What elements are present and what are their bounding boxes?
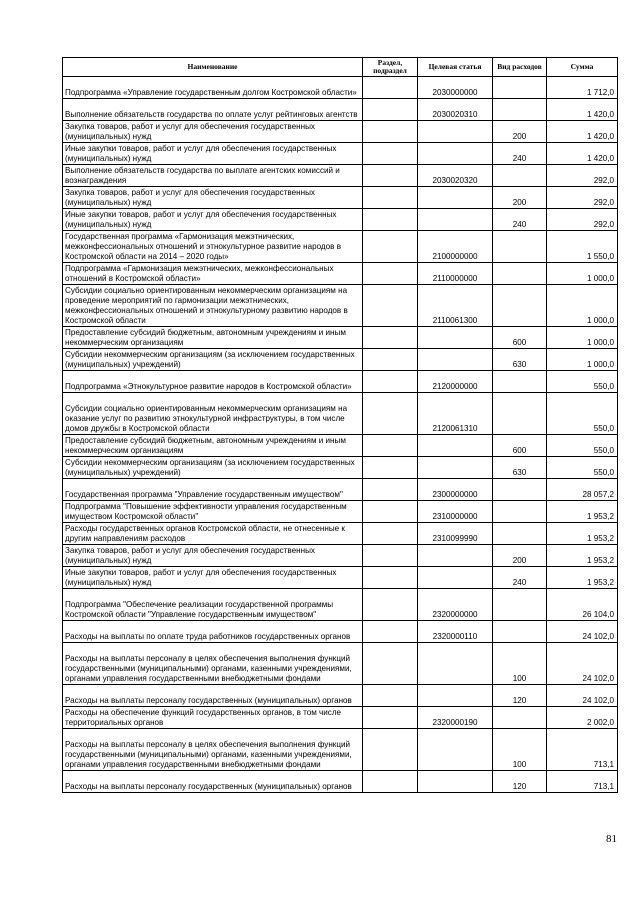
row-target bbox=[418, 121, 493, 143]
row-type bbox=[493, 523, 547, 545]
row-target: 2110061300 bbox=[418, 285, 493, 327]
table-row bbox=[63, 643, 618, 685]
row-name: Расходы на обеспечение функций государственных органов, в том числе территориальных органов bbox=[63, 707, 363, 729]
row-sum: 1 000,0 bbox=[547, 349, 618, 371]
row-section bbox=[363, 621, 418, 643]
row-name: Подпрограмма "Обеспечение реализации государственной программы Костромской области "Управление государственным имуществом" bbox=[63, 589, 363, 621]
row-name: Выполнение обязательств государства по оплате услуг рейтинговых агентств bbox=[63, 99, 363, 121]
table-body bbox=[63, 77, 618, 793]
header-section: Раздел, подраздел bbox=[363, 58, 418, 77]
row-section bbox=[363, 479, 418, 501]
row-target: 2310000000 bbox=[418, 501, 493, 523]
table-row bbox=[63, 393, 618, 435]
table-row bbox=[63, 589, 618, 621]
table-row bbox=[63, 501, 618, 523]
row-target: 2030020320 bbox=[418, 165, 493, 187]
row-target: 2110000000 bbox=[418, 263, 493, 285]
row-section bbox=[363, 165, 418, 187]
table-row bbox=[63, 685, 618, 707]
table-row bbox=[63, 771, 618, 793]
row-sum: 550,0 bbox=[547, 435, 618, 457]
row-section bbox=[363, 231, 418, 263]
row-target bbox=[418, 685, 493, 707]
table-row bbox=[63, 457, 618, 479]
row-type: 240 bbox=[493, 143, 547, 165]
table-row bbox=[63, 165, 618, 187]
row-sum: 1 000,0 bbox=[547, 263, 618, 285]
row-sum: 713,1 bbox=[547, 771, 618, 793]
table-row bbox=[63, 621, 618, 643]
row-type bbox=[493, 479, 547, 501]
row-type: 200 bbox=[493, 187, 547, 209]
row-section bbox=[363, 77, 418, 99]
table-row bbox=[63, 121, 618, 143]
row-section bbox=[363, 729, 418, 771]
row-type bbox=[493, 589, 547, 621]
row-name: Субсидии некоммерческим организациям (за исключением государственных (муниципальных) учреждений) bbox=[63, 457, 363, 479]
row-target bbox=[418, 457, 493, 479]
row-target bbox=[418, 143, 493, 165]
row-type: 600 bbox=[493, 435, 547, 457]
row-name: Расходы на выплаты персоналу государственных (муниципальных) органов bbox=[63, 685, 363, 707]
row-target: 2120061310 bbox=[418, 393, 493, 435]
row-name: Расходы на выплаты персоналу в целях обеспечения выполнения функций государственными (муниципальными) органами, казенными учреждениями, органами управления государственными внебюджетными фондами bbox=[63, 643, 363, 685]
row-type: 630 bbox=[493, 349, 547, 371]
row-name: Расходы на выплаты персоналу в целях обеспечения выполнения функций государственными (муниципальными) органами, казенными учреждениями, органами управления государственными внебюджетными фондами bbox=[63, 729, 363, 771]
table-row bbox=[63, 327, 618, 349]
row-type: 200 bbox=[493, 121, 547, 143]
row-name: Расходы государственных органов Костромской области, не отнесенные к другим направлениям расходов bbox=[63, 523, 363, 545]
row-name: Субсидии некоммерческим организациям (за исключением государственных (муниципальных) учреждений) bbox=[63, 349, 363, 371]
row-type bbox=[493, 263, 547, 285]
row-sum: 1 000,0 bbox=[547, 327, 618, 349]
row-section bbox=[363, 121, 418, 143]
row-target bbox=[418, 435, 493, 457]
row-sum: 1 420,0 bbox=[547, 99, 618, 121]
row-sum: 2 002,0 bbox=[547, 707, 618, 729]
row-section bbox=[363, 393, 418, 435]
row-name: Выполнение обязательств государства по выплате агентских комиссий и вознаграждения bbox=[63, 165, 363, 187]
row-name: Расходы на выплаты по оплате труда работников государственных органов bbox=[63, 621, 363, 643]
row-section bbox=[363, 545, 418, 567]
row-section bbox=[363, 187, 418, 209]
row-type bbox=[493, 371, 547, 393]
row-section bbox=[363, 707, 418, 729]
row-sum: 1 000,0 bbox=[547, 285, 618, 327]
header-sum: Сумма bbox=[547, 58, 618, 77]
row-target: 2320000000 bbox=[418, 589, 493, 621]
table-row bbox=[63, 567, 618, 589]
row-target: 2320000110 bbox=[418, 621, 493, 643]
row-section bbox=[363, 643, 418, 685]
row-name: Закупка товаров, работ и услуг для обеспечения государственных (муниципальных) нужд bbox=[63, 187, 363, 209]
row-type bbox=[493, 501, 547, 523]
row-target bbox=[418, 349, 493, 371]
row-sum: 28 057,2 bbox=[547, 479, 618, 501]
table-row bbox=[63, 707, 618, 729]
row-section bbox=[363, 371, 418, 393]
row-section bbox=[363, 771, 418, 793]
row-sum: 24 102,0 bbox=[547, 643, 618, 685]
budget-table bbox=[62, 57, 618, 793]
row-target: 2030000000 bbox=[418, 77, 493, 99]
table-row bbox=[63, 371, 618, 393]
row-type bbox=[493, 99, 547, 121]
table-row bbox=[63, 435, 618, 457]
row-type bbox=[493, 621, 547, 643]
row-sum: 1 953,2 bbox=[547, 501, 618, 523]
row-type: 100 bbox=[493, 643, 547, 685]
row-target bbox=[418, 209, 493, 231]
row-type: 200 bbox=[493, 545, 547, 567]
table-row bbox=[63, 545, 618, 567]
row-section bbox=[363, 263, 418, 285]
row-type bbox=[493, 77, 547, 99]
row-type: 630 bbox=[493, 457, 547, 479]
row-name: Иные закупки товаров, работ и услуг для обеспечения государственных (муниципальных) нужд bbox=[63, 209, 363, 231]
table-row bbox=[63, 209, 618, 231]
row-target: 2300000000 bbox=[418, 479, 493, 501]
row-sum: 550,0 bbox=[547, 393, 618, 435]
row-target bbox=[418, 567, 493, 589]
row-target: 2100000000 bbox=[418, 231, 493, 263]
row-target bbox=[418, 187, 493, 209]
table-row bbox=[63, 231, 618, 263]
header-type: Вид расходов bbox=[493, 58, 547, 77]
row-sum: 292,0 bbox=[547, 209, 618, 231]
table-row bbox=[63, 263, 618, 285]
row-sum: 1 420,0 bbox=[547, 121, 618, 143]
table-row bbox=[63, 349, 618, 371]
table-header bbox=[63, 58, 618, 77]
row-type: 120 bbox=[493, 771, 547, 793]
row-sum: 292,0 bbox=[547, 187, 618, 209]
row-section bbox=[363, 285, 418, 327]
row-section bbox=[363, 209, 418, 231]
row-name: Иные закупки товаров, работ и услуг для обеспечения государственных (муниципальных) нужд bbox=[63, 567, 363, 589]
row-sum: 550,0 bbox=[547, 457, 618, 479]
row-sum: 24 102,0 bbox=[547, 685, 618, 707]
table-row bbox=[63, 523, 618, 545]
row-sum: 1 420,0 bbox=[547, 143, 618, 165]
row-section bbox=[363, 567, 418, 589]
row-type: 240 bbox=[493, 209, 547, 231]
row-name: Подпрограмма «Гармонизация межэтнических, межконфессиональных отношений в Костромской области» bbox=[63, 263, 363, 285]
row-section bbox=[363, 99, 418, 121]
row-type: 120 bbox=[493, 685, 547, 707]
table-row bbox=[63, 77, 618, 99]
row-target: 2120000000 bbox=[418, 371, 493, 393]
row-section bbox=[363, 435, 418, 457]
row-name: Государственная программа «Гармонизация межэтнических, межконфессиональных отношений и этнокультурное развитие народов в Костромской области на 2014 – 2020 годы» bbox=[63, 231, 363, 263]
row-type bbox=[493, 707, 547, 729]
table-row bbox=[63, 99, 618, 121]
row-type bbox=[493, 285, 547, 327]
row-type bbox=[493, 165, 547, 187]
header-name: Наименование bbox=[63, 58, 363, 77]
row-type bbox=[493, 393, 547, 435]
table-row bbox=[63, 285, 618, 327]
row-sum: 26 104,0 bbox=[547, 589, 618, 621]
row-sum: 1 953,2 bbox=[547, 545, 618, 567]
row-target: 2030020310 bbox=[418, 99, 493, 121]
row-target: 2310099990 bbox=[418, 523, 493, 545]
row-type: 600 bbox=[493, 327, 547, 349]
row-name: Закупка товаров, работ и услуг для обеспечения государственных (муниципальных) нужд bbox=[63, 121, 363, 143]
row-sum: 713,1 bbox=[547, 729, 618, 771]
table-row bbox=[63, 729, 618, 771]
row-section bbox=[363, 143, 418, 165]
row-name: Предоставление субсидий бюджетным, автономным учреждениям и иным некоммерческим организациям bbox=[63, 435, 363, 457]
row-name: Субсидии социально ориентированным некоммерческим организациям на оказание услуг по развитию этнокультурной инфраструктуры, в том числе домов дружбы в Костромской области bbox=[63, 393, 363, 435]
table-row bbox=[63, 479, 618, 501]
header-row bbox=[63, 58, 618, 77]
row-name: Расходы на выплаты персоналу государственных (муниципальных) органов bbox=[63, 771, 363, 793]
row-sum: 1 712,0 bbox=[547, 77, 618, 99]
row-name: Закупка товаров, работ и услуг для обеспечения государственных (муниципальных) нужд bbox=[63, 545, 363, 567]
row-section bbox=[363, 349, 418, 371]
row-sum: 1 953,2 bbox=[547, 523, 618, 545]
row-section bbox=[363, 685, 418, 707]
row-target bbox=[418, 643, 493, 685]
table-row bbox=[63, 187, 618, 209]
row-name: Подпрограмма "Повышение эффективности управления государственным имуществом Костромской области" bbox=[63, 501, 363, 523]
row-section bbox=[363, 327, 418, 349]
row-section bbox=[363, 523, 418, 545]
row-sum: 550,0 bbox=[547, 371, 618, 393]
header-target: Целевая статья bbox=[418, 58, 493, 77]
row-target bbox=[418, 327, 493, 349]
row-sum: 1 550,0 bbox=[547, 231, 618, 263]
row-target: 2320000190 bbox=[418, 707, 493, 729]
row-type: 240 bbox=[493, 567, 547, 589]
row-name: Иные закупки товаров, работ и услуг для обеспечения государственных (муниципальных) нужд bbox=[63, 143, 363, 165]
row-name: Субсидии социально ориентированным некоммерческим организациям на проведение мероприятий по гармонизации межэтнических, межконфессиональных отношений и этнокультурному развитию народов в Костромской области bbox=[63, 285, 363, 327]
row-section bbox=[363, 457, 418, 479]
table-row bbox=[63, 143, 618, 165]
row-name: Подпрограмма «Управление государственным долгом Костромской области» bbox=[63, 77, 363, 99]
page-number: 81 bbox=[606, 833, 617, 845]
budget-table-container bbox=[62, 57, 618, 793]
row-sum: 24 102,0 bbox=[547, 621, 618, 643]
row-type bbox=[493, 231, 547, 263]
row-name: Государственная программа "Управление государственным имуществом" bbox=[63, 479, 363, 501]
row-target bbox=[418, 729, 493, 771]
row-target bbox=[418, 771, 493, 793]
row-sum: 292,0 bbox=[547, 165, 618, 187]
row-section bbox=[363, 589, 418, 621]
row-name: Подпрограмма «Этнокультурное развитие народов в Костромской области» bbox=[63, 371, 363, 393]
row-target bbox=[418, 545, 493, 567]
row-type: 100 bbox=[493, 729, 547, 771]
row-section bbox=[363, 501, 418, 523]
row-name: Предоставление субсидий бюджетным, автономным учреждениям и иным некоммерческим организациям bbox=[63, 327, 363, 349]
row-sum: 1 953,2 bbox=[547, 567, 618, 589]
